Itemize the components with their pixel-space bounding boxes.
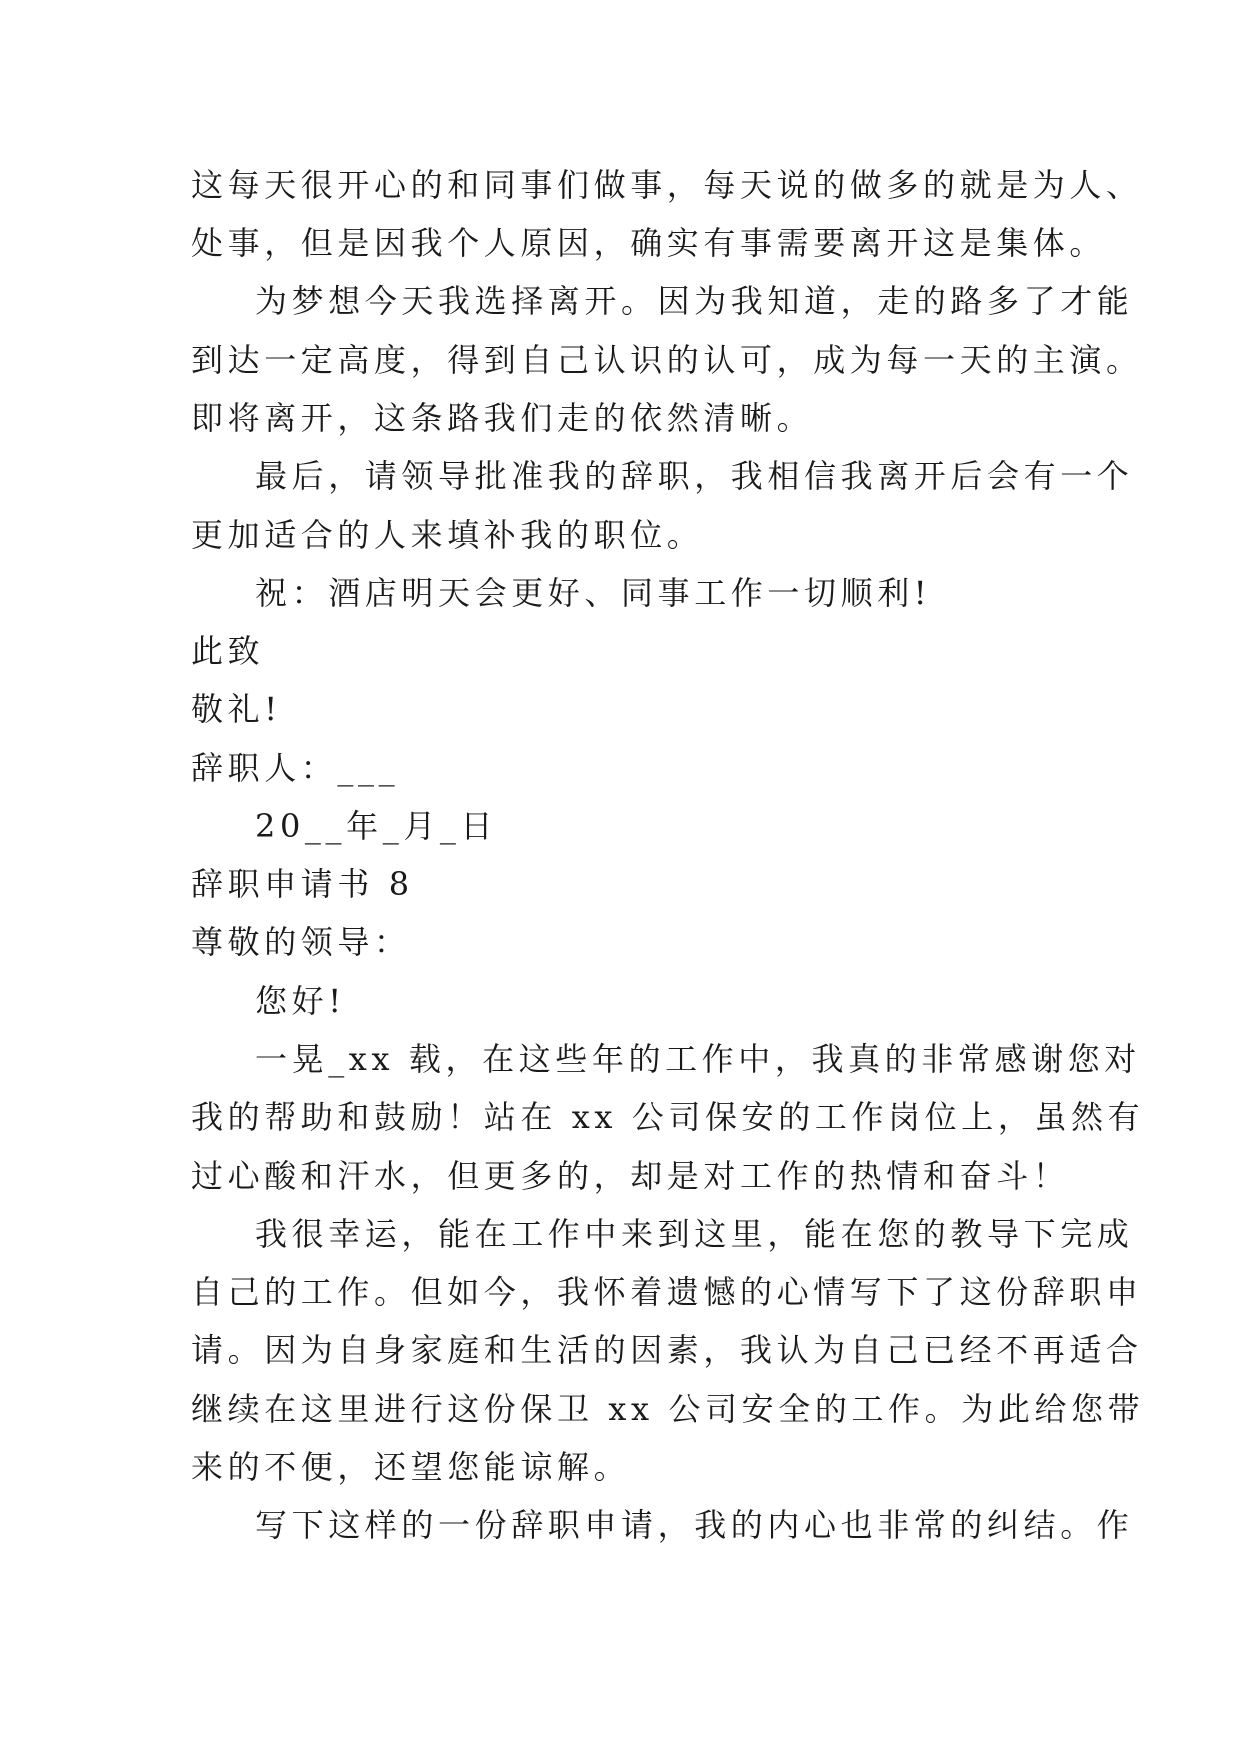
- closing-cizhi: 此致: [191, 632, 265, 670]
- body-line-9: 我的帮助和鼓励！站在 xx 公司保安的工作岗位上，虽然有: [191, 1098, 1145, 1136]
- section-title: 辞职申请书 8: [191, 865, 414, 903]
- salutation: 尊敬的领导：: [191, 923, 411, 961]
- body-line-14: 继续在这里进行这份保卫 xx 公司安全的工作。为此给您带: [191, 1390, 1145, 1428]
- body-line-1: 这每天很开心的和同事们做事，每天说的做多的就是为人、: [191, 166, 1143, 204]
- body-line-2: 处事，但是因我个人原因，确实有事需要离开这是集体。: [191, 224, 1107, 262]
- body-line-4: 到达一定高度，得到自己认识的认可，成为每一天的主演。: [191, 341, 1143, 379]
- signature-line: 辞职人：___: [191, 749, 400, 787]
- body-line-12: 自己的工作。但如今，我怀着遗憾的心情写下了这份辞职申: [191, 1273, 1143, 1311]
- body-line-5: 即将离开，这条路我们走的依然清晰。: [191, 399, 814, 437]
- body-line-11: 我很幸运，能在工作中来到这里，能在您的教导下完成: [255, 1215, 1134, 1253]
- date-line: 20__年_月_日: [255, 807, 498, 845]
- body-line-16: 写下这样的一份辞职申请，我的内心也非常的纠结。作: [255, 1506, 1134, 1544]
- wish-line: 祝：酒店明天会更好、同事工作一切顺利!: [255, 574, 932, 612]
- body-line-7: 更加适合的人来填补我的职位。: [191, 516, 704, 554]
- body-line-13: 请。因为自身家庭和生活的因素，我认为自己已经不再适合: [191, 1331, 1143, 1369]
- greeting: 您好!: [255, 982, 346, 1020]
- body-line-6: 最后，请领导批准我的辞职，我相信我离开后会有一个: [255, 457, 1134, 495]
- closing-jingli: 敬礼!: [191, 690, 282, 728]
- body-line-8: 一晃_xx 载，在这些年的工作中，我真的非常感谢您对: [255, 1040, 1141, 1078]
- body-line-15: 来的不便，还望您能谅解。: [191, 1448, 631, 1486]
- body-line-3: 为梦想今天我选择离开。因为我知道，走的路多了才能: [255, 282, 1134, 320]
- body-line-10: 过心酸和汗水，但更多的，却是对工作的热情和奋斗！: [191, 1157, 1070, 1195]
